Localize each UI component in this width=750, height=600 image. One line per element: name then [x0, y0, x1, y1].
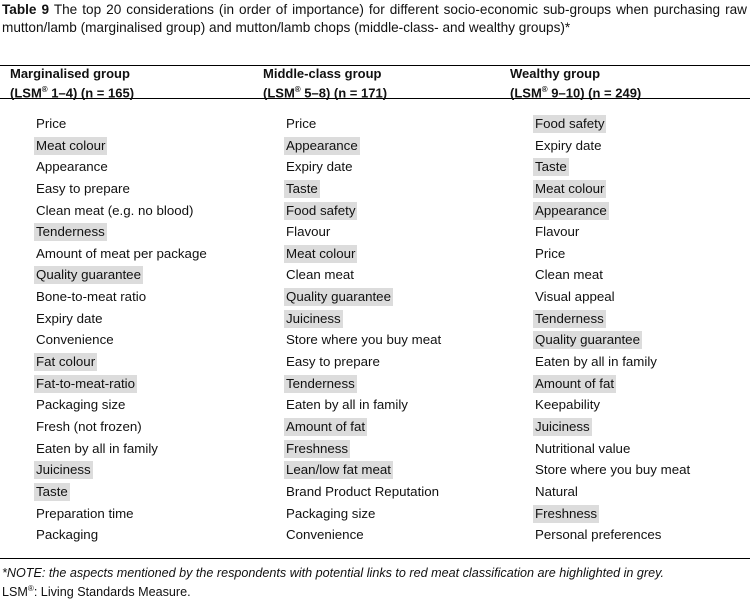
column-marginalised: [36, 115, 209, 548]
highlighted-consideration: Fat-to-meat-ratio: [36, 375, 136, 391]
table-cell: [36, 375, 209, 397]
column-subtitle: (LSM® 1–4) (n = 165): [10, 85, 135, 101]
consideration: Clean meat: [286, 267, 354, 283]
note-lsm: LSM®: Living Standards Measure.: [2, 584, 191, 600]
consideration: Expiry date: [286, 159, 353, 175]
highlighted-consideration: Freshness: [286, 440, 349, 456]
column-subtitle: (LSM® 5–8) (n = 171): [263, 85, 388, 101]
column-title: Marginalised group: [10, 66, 130, 81]
table-cell: [535, 310, 692, 332]
consideration: Packaging size: [286, 505, 376, 521]
table-cell: [36, 115, 209, 137]
consideration: Visual appeal: [535, 289, 615, 305]
consideration: Store where you buy meat: [286, 332, 442, 348]
highlighted-consideration: Meat colour: [535, 180, 605, 196]
column-middle-class: [286, 115, 443, 548]
table-cell: [535, 331, 692, 353]
table-cell: [286, 180, 443, 202]
consideration: Nutritional value: [535, 440, 631, 456]
consideration: Clean meat (e.g. no blood): [36, 202, 194, 218]
highlighted-consideration: Amount of fat: [535, 375, 615, 391]
consideration: Price: [286, 116, 317, 131]
consideration: Eaten by all in family: [36, 440, 158, 456]
table-cell: [36, 202, 209, 224]
table-cell: [36, 266, 209, 288]
consideration: Appearance: [36, 159, 108, 175]
table-cell: [36, 440, 209, 462]
highlighted-consideration: Quality guarantee: [535, 332, 640, 348]
table-bottom-rule: [0, 558, 750, 559]
column-title: Wealthy group: [510, 66, 601, 81]
column-header-middle-class: [263, 66, 387, 101]
table-cell: [286, 461, 443, 483]
highlighted-consideration: Meat colour: [286, 245, 356, 261]
table-cell: [286, 505, 443, 527]
table-cell: [535, 418, 692, 440]
consideration: Store where you buy meat: [535, 462, 691, 478]
consideration: Expiry date: [535, 137, 602, 153]
table-cell: [286, 158, 443, 180]
consideration: Packaging size: [36, 397, 126, 413]
consideration: Natural: [535, 483, 578, 499]
highlighted-consideration: Juiciness: [36, 462, 91, 478]
consideration: Fresh (not frozen): [36, 418, 142, 434]
table-cell: [535, 526, 692, 548]
highlighted-consideration: Meat colour: [36, 137, 106, 153]
highlighted-consideration: Taste: [286, 180, 318, 196]
note-line: *NOTE: the aspects mentioned by the respondents with potential links to red meat classification are highlighted in grey.: [2, 566, 664, 580]
table-cell: [535, 440, 692, 462]
table-cell: [535, 353, 692, 375]
table-cell: [36, 223, 209, 245]
consideration: Expiry date: [36, 310, 103, 326]
highlighted-consideration: Quality guarantee: [286, 289, 391, 305]
table-cell: [535, 202, 692, 224]
table-cell: [36, 331, 209, 353]
table-cell: [36, 418, 209, 440]
table-cell: [36, 310, 209, 332]
table-cell: [286, 353, 443, 375]
highlighted-consideration: Juiciness: [286, 310, 341, 326]
table-cell: [36, 461, 209, 483]
consideration: Packaging: [36, 527, 99, 543]
highlighted-consideration: Taste: [36, 483, 68, 499]
table-label: Table 9: [2, 2, 50, 17]
table-cell: [286, 396, 443, 418]
consideration: Bone-to-meat ratio: [36, 289, 147, 305]
table-cell: [36, 505, 209, 527]
column-title: Middle-class group: [263, 66, 382, 81]
consideration: Easy to prepare: [286, 354, 380, 370]
table-cell: [286, 483, 443, 505]
table-cell: [535, 137, 692, 159]
table-cell: [36, 158, 209, 180]
table-cell: [36, 245, 209, 267]
table-caption: [2, 1, 747, 37]
table-cell: [535, 375, 692, 397]
consideration: Price: [36, 116, 67, 131]
table-cell: [286, 288, 443, 310]
table-cell: [535, 483, 692, 505]
highlighted-consideration: Food safety: [286, 202, 356, 218]
table-cell: [36, 288, 209, 310]
highlighted-consideration: Quality guarantee: [36, 267, 141, 283]
consideration: Convenience: [36, 332, 114, 348]
table-note: [2, 566, 664, 600]
table-cell: [535, 158, 692, 180]
table-cell: [36, 483, 209, 505]
highlighted-consideration: Amount of fat: [286, 418, 366, 434]
table-cell: [286, 223, 443, 245]
table-cell: [286, 418, 443, 440]
consideration: Personal preferences: [535, 527, 662, 543]
consideration: Amount of meat per package: [36, 245, 207, 261]
table-cell: [286, 137, 443, 159]
column-wealthy: [535, 115, 692, 548]
consideration: Keepability: [535, 397, 601, 413]
consideration: Convenience: [286, 527, 364, 543]
table-cell: [286, 526, 443, 548]
column-header-wealthy: [510, 66, 641, 101]
table-cell: [535, 505, 692, 527]
consideration: Easy to prepare: [36, 180, 130, 196]
highlighted-consideration: Food safety: [535, 116, 605, 131]
highlighted-consideration: Tenderness: [535, 310, 604, 326]
highlighted-consideration: Fat colour: [36, 354, 96, 370]
consideration: Eaten by all in family: [535, 354, 657, 370]
table-cell: [535, 115, 692, 137]
consideration: Price: [535, 245, 566, 261]
consideration: Flavour: [286, 224, 331, 240]
table-cell: [535, 288, 692, 310]
highlighted-consideration: Taste: [535, 159, 567, 175]
table-cell: [286, 375, 443, 397]
table-cell: [36, 396, 209, 418]
table-cell: [36, 180, 209, 202]
column-header-marginalised: [10, 66, 134, 101]
table-cell: [535, 180, 692, 202]
table-cell: [36, 526, 209, 548]
table-cell: [535, 461, 692, 483]
table-cell: [286, 440, 443, 462]
highlighted-consideration: Appearance: [535, 202, 607, 218]
consideration: Eaten by all in family: [286, 397, 408, 413]
table-cell: [36, 137, 209, 159]
table-cell: [286, 115, 443, 137]
highlighted-consideration: Appearance: [286, 137, 358, 153]
highlighted-consideration: Tenderness: [286, 375, 355, 391]
caption-text: The top 20 considerations (in order of importance) for different socio-economic sub-groups when purchasing raw mutton/lamb (marginalised group) and mutton/lamb chops (middle-class- and wealthy groups)*: [2, 2, 747, 35]
table-cell: [286, 266, 443, 288]
highlighted-consideration: Tenderness: [36, 224, 105, 240]
table-cell: [535, 245, 692, 267]
consideration: Clean meat: [535, 267, 603, 283]
table-cell: [286, 331, 443, 353]
table-cell: [286, 202, 443, 224]
column-subtitle: (LSM® 9–10) (n = 249): [510, 85, 642, 101]
highlighted-consideration: Freshness: [535, 505, 598, 521]
table-cell: [535, 396, 692, 418]
table-cell: [535, 223, 692, 245]
consideration: Brand Product Reputation: [286, 483, 440, 499]
table-cell: [36, 353, 209, 375]
highlighted-consideration: Lean/low fat meat: [286, 462, 391, 478]
table-cell: [535, 266, 692, 288]
consideration: Flavour: [535, 224, 580, 240]
table-cell: [286, 310, 443, 332]
highlighted-consideration: Juiciness: [535, 418, 590, 434]
consideration: Preparation time: [36, 505, 134, 521]
table-cell: [286, 245, 443, 267]
